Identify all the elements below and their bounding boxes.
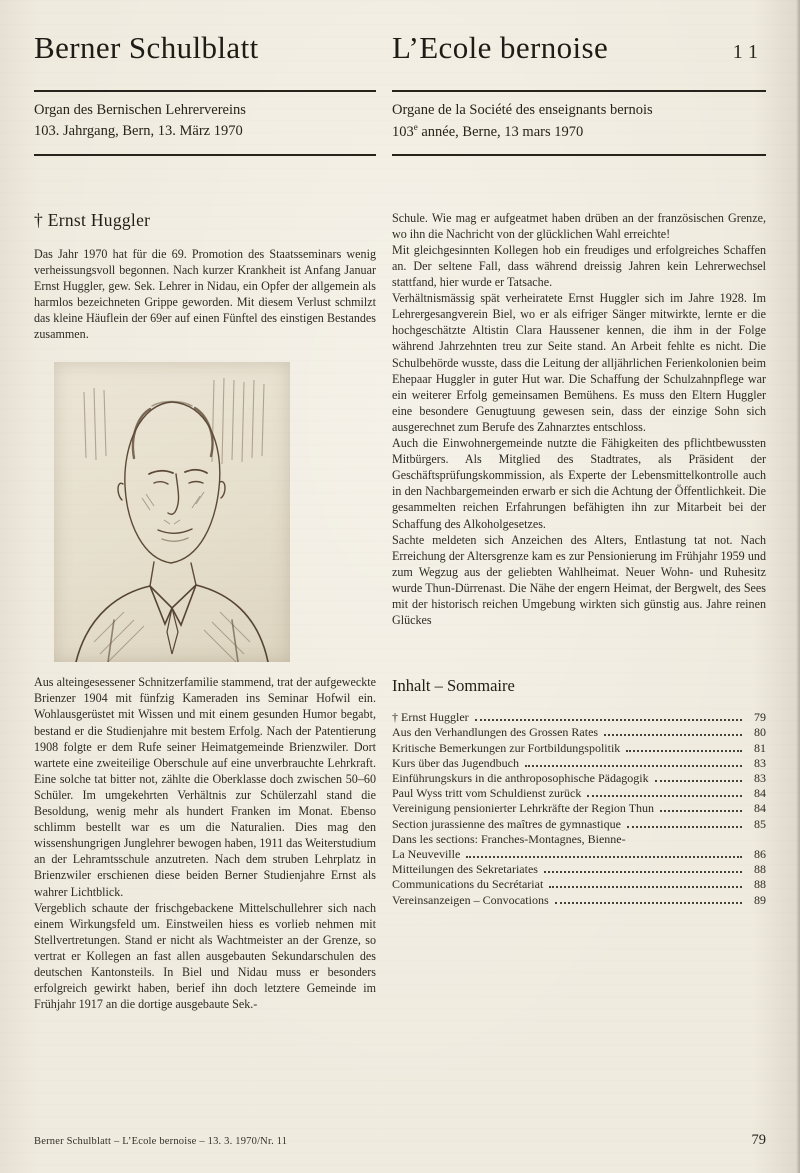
toc-entry-label: Communications du Secrétariat: [392, 877, 544, 892]
toc-entry-page: 84: [754, 801, 766, 816]
right-column: [392, 210, 766, 1013]
article-body: [34, 210, 766, 1013]
masthead: [34, 30, 766, 66]
issue-number: 11: [732, 41, 764, 63]
toc-entry-page: 81: [754, 740, 766, 755]
toc-entry-label: Kritische Bemerkungen zur Fortbildungspolitik: [392, 740, 621, 755]
toc-entry-label: Paul Wyss tritt vom Schuldienst zurück: [392, 786, 582, 801]
obituary-paragraph: Aus alteingesessener Schnitzerfamilie stammend, trat der aufgeweckte Brienzer 1904 mit fünfzig Kameraden ins Seminar Hofwil ein. Wohlausgerüstet mit Wissen und mit einem gesunden Humor begabt, bestand er die Studienjahre mit bestem Erfolg. Nach der Patentierung 1908 folgte er dem Rufe seiner Heimatgemeinde Brienzwiler. Dort wartete eine zweiteilige Oberschule auf eine unverbrauchte Lehrkraft. Eine solche tat bitter not, zählte die Oberklasse doch zwischen 50–60 Schüler. Im umgekehrten Verhältnis zur Schülerzahl stand die Besoldung, wenig mehr als hundert Franken im Monat. Ebenso schlimm bestellt war es um die Naturalien. Dies mag den wissenshungrigen Junglehrer bewogen haben, 1911 das Weiterstudium an der Lehramtsschule anzutreten. Nach dem struben Lehrplatz in Brienzwiler erschienen diese beiden Berner Studienjahre Ernst als wahrer Lichtblick.: [34, 675, 376, 899]
toc-entry: [392, 893, 766, 908]
toc-entry-page: 83: [754, 755, 766, 770]
toc-dot-leader: [544, 871, 742, 873]
imprint-french-line1: Organe de la Société des enseignants bernois: [392, 102, 653, 118]
toc-entry-label: Vereinsanzeigen – Convocations: [392, 892, 549, 907]
toc-dot-leader: [475, 719, 742, 721]
toc-entry: [392, 725, 766, 740]
page-footer: [34, 1132, 766, 1149]
toc-entry-page: 85: [754, 816, 766, 831]
toc-entry: [392, 817, 766, 832]
portrait-etching: [54, 362, 290, 662]
toc-entry-label: † Ernst Huggler: [392, 710, 469, 725]
toc-dot-leader: [587, 795, 742, 797]
left-column: [34, 210, 376, 1013]
imprint-french-line2: [392, 121, 766, 143]
toc-entry-page: 79: [754, 710, 766, 725]
obituary-paragraph: Verhältnismässig spät verheiratete Ernst Huggler sich im Jahre 1928. Im Lehrergesangverein Biel, wo er als eifriger Sänger mitwirkte, lernte er die hochgeschätzte Altistin Clara Haussener kennen, die ihm in der Folge während Jahrzehnten treu zur Seite stand. An Arbeit fehlte es nicht. Die Schulbehörde wusste, dass die Leitung der alljährlichen Ferienkolonien beim Ehepaar Huggler in guter Hut war. Die Schaffung der Schulzahnpflege war ein weiterer Erfolg gemeinsamen Bemühens. Es muss den Eltern Huggler eine besondere Genugtuung gewesen sein, dass der einzige Sohn sich ausgerechnet zum Berufe des Zahnarztes entschloss.: [392, 291, 766, 434]
toc-dot-leader: [626, 750, 742, 752]
toc-entry: [392, 801, 766, 816]
toc-entry-label: Dans les sections: Franches-Montagnes, Bienne-: [392, 831, 626, 846]
toc-entry: [392, 786, 766, 801]
toc-entry-label: La Neuveville: [392, 847, 461, 861]
toc-entry-label: Vereinigung pensionierter Lehrkräfte der Region Thun: [392, 801, 655, 816]
obituary-title: † Ernst Huggler: [34, 209, 151, 230]
toc-entry: [392, 832, 766, 847]
toc-dot-leader: [525, 765, 742, 767]
obituary-paragraph: Schule. Wie mag er aufgeatmet haben drüben an der französischen Grenze, wo ihn die Nachricht von der glücklichen Wahl erreichte!: [392, 210, 766, 241]
toc-dot-leader: [660, 810, 742, 812]
running-footer: Berner Schulblatt – L’Ecole bernoise – 13. 3. 1970/Nr. 11: [34, 1136, 288, 1147]
toc-entry-page: 80: [754, 725, 766, 740]
toc-entry-label: Einführungskurs in die anthroposophische Pädagogik: [392, 770, 649, 785]
toc-entry-page: 89: [754, 892, 766, 907]
imprint-french-date: année, Berne, 13 mars 1970: [417, 124, 584, 141]
imprint-german-line2: 103. Jahrgang, Bern, 13. März 1970: [34, 123, 243, 140]
toc-entry-label: Section jurassienne des maîtres de gymnastique: [392, 816, 621, 831]
imprint-french-volume: 103: [392, 124, 414, 141]
cheek-shading: [142, 492, 204, 524]
toc-entry: [392, 710, 766, 725]
toc-entry: [392, 862, 766, 877]
toc-entry: [392, 756, 766, 771]
toc-entry: [392, 877, 766, 892]
toc-entry-page: 83: [754, 770, 766, 785]
toc-dot-leader: [604, 734, 742, 736]
toc-title: Inhalt – Sommaire: [392, 676, 515, 696]
face-lines: [118, 402, 225, 587]
page-number: 79: [751, 1132, 766, 1148]
imprint-french-ordinal: e: [413, 122, 418, 133]
background-hatching: [84, 378, 264, 464]
toc-entry: [392, 847, 766, 862]
imprint-german-line1: Organ des Bernischen Lehrervereins: [34, 102, 246, 118]
journal-title-german: Berner Schulblatt: [34, 30, 259, 65]
obituary-paragraph: Vergeblich schaute der frischgebackene Mittelschullehrer sich nach einem Wirkungsfeld um. Einstweilen hiess es vorlieb nehmen mit Stellvertretungen. Stand er nicht als Wachtmeister an der Grenze, so vertrat er Kollegen an fast allen ausgebauten Sekundarschulen des deutschen Kantonsteils. In Biel und Nidau muss er besonders erfolgreich gewirkt haben, berief ihn doch letztere Gemeinde im Frühjahr 1917 an die dortige ausgebaute Sek.-: [34, 900, 376, 1012]
toc-entry-label: Mitteilungen des Sekretariates: [392, 862, 538, 877]
obituary-paragraph: Mit gleichgesinnten Kollegen hob ein freudiges und erfolgreiches Schaffen an. Der seltene Fall, dass während dreissig Jahren kein Lehrerwechsel stattfand, hier wurde er Tatsache.: [392, 242, 766, 290]
toc-entry-page: 88: [754, 877, 766, 892]
masthead-right: [392, 30, 766, 66]
toc-dot-leader: [466, 856, 742, 858]
imprint-french: [392, 90, 766, 156]
obituary-paragraph: Das Jahr 1970 hat für die 69. Promotion des Staatsseminars wenig verheissungsvoll begonnen. Nach kurzer Krankheit ist Anfang Januar Ernst Huggler, gew. Sek. Lehrer in Nidau, ein Opfer der allgemein als harmlos bezeichneten Grippe geworden. Mit diesem Verlust schmilzt das kleine Häuflein der 69er auf einen Fünftel des einstigen Bestandes zusammen.: [34, 246, 376, 342]
imprint-german: [34, 90, 376, 156]
toc-entry-page: 84: [754, 786, 766, 801]
toc-entry-label: Kurs über das Jugendbuch: [392, 755, 519, 770]
toc-list: [392, 710, 766, 908]
portrait-drawing: [54, 362, 290, 662]
jacket-lines: [76, 585, 268, 662]
masthead-left: [34, 30, 376, 66]
obituary-paragraph: Sachte meldeten sich Anzeichen des Alters, Entlastung tat not. Nach Erreichung der Altersgrenze kam es zur Pensionierung im Frühjahr 1959 und zum Wegzug aus der geliebten Wahlheimat. Neuer Wohn- und Ruhesitz wurde Thun-Dürrenast. Die Nähe der engern Heimat, der Bergwelt, des Sees mit der historisch reichen Umgebung wirkten sich günstig aus. Jahre reinen Glückes: [392, 532, 766, 628]
imprint-row: [34, 90, 766, 156]
toc-dot-leader: [655, 780, 742, 782]
toc-dot-leader: [549, 886, 742, 888]
toc-entry: [392, 771, 766, 786]
toc-entry-page: 86: [754, 847, 766, 861]
toc-entry: [392, 741, 766, 756]
jacket-hatching: [94, 612, 250, 662]
obituary-paragraph: Auch die Einwohnergemeinde nutzte die Fähigkeiten des pflichtbewussten Mitbürgers. Als Mitglied des Stadtrates, als Präsident der Geschäftsprüfungskommission, als Experte der Lebensmittelkontrolle auch in den Nachbargemeinden erwarb er sich die Achtung der Öffentlichkeit. Die gesammelten reichen Erfahrungen befähigten ihn zur Mitarbeit bei der Schaffung des Alkoholgesetzes.: [392, 436, 766, 531]
toc-entry-page: 88: [754, 862, 766, 877]
journal-title-french: L’Ecole bernoise: [392, 30, 609, 65]
table-of-contents: [392, 676, 766, 908]
toc-entry-label: Aus den Verhandlungen des Grossen Rates: [392, 725, 599, 740]
toc-dot-leader: [555, 902, 742, 904]
toc-dot-leader: [627, 826, 742, 828]
